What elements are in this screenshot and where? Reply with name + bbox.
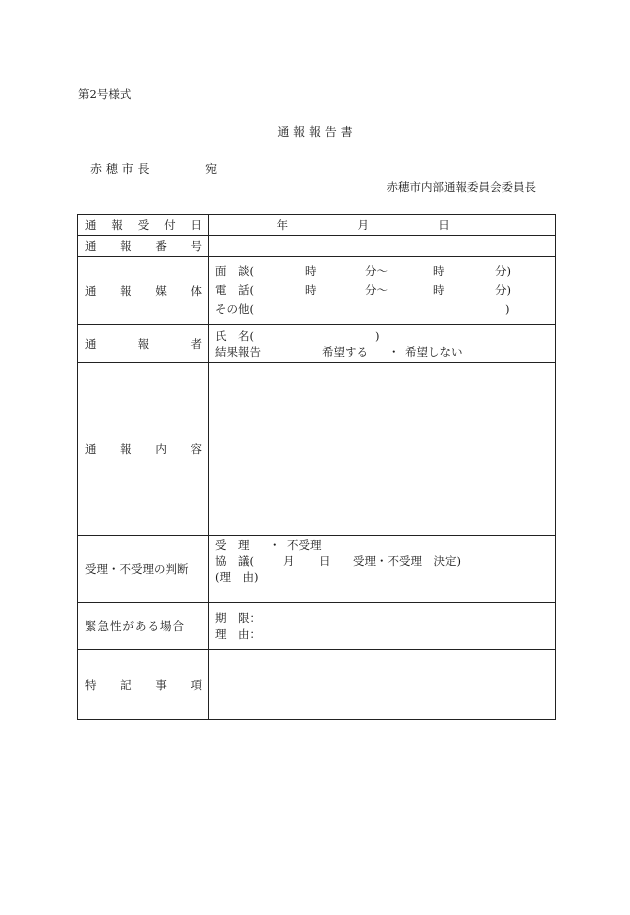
row-urgency (78, 603, 556, 650)
label-report-number: 通 報 番 号 (78, 236, 209, 257)
field-reporter[interactable] (209, 325, 556, 363)
label-medium: 通 報 媒 体 (78, 257, 209, 325)
field-content[interactable] (209, 363, 556, 536)
addressee-suffix: 宛 (205, 162, 218, 176)
row-content (78, 363, 556, 536)
row-report-number (78, 236, 556, 257)
reject-option[interactable]: 不受理 (287, 538, 322, 552)
row-judgment (78, 536, 556, 603)
row-remarks (78, 650, 556, 720)
document-title: 通 報 報 告 書 (277, 125, 353, 139)
reporter-name-line[interactable]: 氏 名( ) (215, 328, 380, 343)
label-urgency: 緊急性がある場合 (78, 603, 209, 650)
wish-no-option[interactable]: 希望しない (405, 344, 463, 359)
judgment-reason-line[interactable]: (理 由) (215, 570, 259, 584)
medium-interview-line[interactable]: 面 談( 時 分～ 時 分) (215, 264, 511, 278)
label-remarks: 特 記 事 項 (78, 650, 209, 720)
field-medium[interactable] (209, 257, 556, 325)
sender: 赤穂市内部通報委員会委員長 (386, 180, 536, 194)
medium-phone-line[interactable]: 電 話( 時 分～ 時 分) (215, 283, 511, 297)
label-judgment: 受理・不受理の判断 (78, 536, 209, 603)
row-medium (78, 257, 556, 325)
month-mark: 月 (357, 217, 369, 232)
wish-yes-option[interactable]: 希望する (322, 344, 368, 359)
label-receipt-date: 通 報 受 付 日 (78, 215, 209, 236)
addressee-name: 赤 穂 市 長 (90, 162, 150, 176)
report-form-table (77, 214, 556, 720)
field-judgment[interactable] (209, 536, 556, 603)
accept-option[interactable]: 受 理 (215, 538, 250, 552)
day-mark: 日 (438, 217, 450, 232)
field-urgency[interactable] (209, 603, 556, 650)
addressee (90, 160, 217, 177)
form-number: 第2号様式 (78, 87, 132, 101)
field-remarks[interactable] (209, 650, 556, 720)
reporter-result-line: 結果報告 希望する ・ 希望しない (215, 344, 463, 359)
label-content: 通 報 内 容 (78, 363, 209, 536)
urgency-deadline-line[interactable]: 期 限： (215, 611, 261, 625)
urgency-reason-line[interactable]: 理 由： (215, 627, 261, 641)
label-reporter: 通 報 者 (78, 325, 209, 363)
field-receipt-date[interactable] (209, 215, 556, 236)
year-mark: 年 (276, 217, 289, 232)
judgment-accept-line: 受 理 ・ 不受理 (215, 538, 322, 552)
row-reporter (78, 325, 556, 363)
row-receipt-date (78, 215, 556, 236)
medium-other-line[interactable]: その他( ) (215, 302, 510, 316)
judgment-consult-line[interactable]: 協 議( 月 日 受理・不受理 決定) (215, 554, 461, 568)
field-report-number[interactable] (209, 236, 556, 257)
